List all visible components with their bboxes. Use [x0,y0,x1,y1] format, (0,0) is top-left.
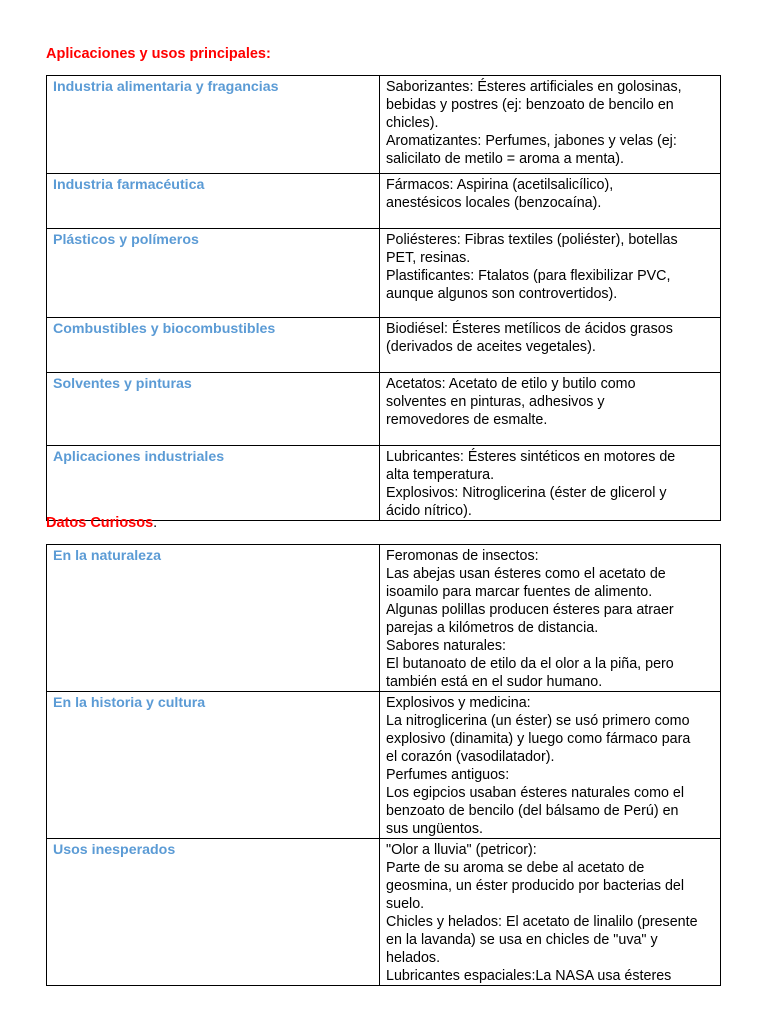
description-line: Lubricantes espaciales:La NASA usa ésteres [386,968,672,984]
table-row [47,373,721,446]
section-title-text: Datos Curiosos [46,515,154,531]
applications-table-body [47,76,721,521]
description-line: Las abejas usan ésteres como el acetato de [386,566,666,582]
description-line: Parte de su aroma se debe al acetato de [386,860,645,876]
description-line: ácido nítrico). [386,503,472,519]
table-row [47,446,721,521]
description-line: removedores de esmalte. [386,412,548,428]
description-line: helados. [386,950,441,966]
table-row [47,839,721,986]
description-line: Aromatizantes: Perfumes, jabones y velas (ej: [386,133,677,149]
description-line: Feromonas de insectos: [386,548,539,564]
applications-table [46,75,721,521]
row-category: Industria alimentaria y fragancias [47,76,380,174]
curious-facts-table-body [47,545,721,986]
row-description [380,545,721,692]
row-category: En la naturaleza [47,545,380,692]
row-description [380,318,721,373]
row-category: Usos inesperados [47,839,380,986]
table-row [47,76,721,174]
description-line: Explosivos: Nitroglicerina (éster de glicerol y [386,485,667,501]
description-line: Perfumes antiguos: [386,767,510,783]
row-description [380,839,721,986]
description-line: Sabores naturales: [386,638,507,654]
description-line: parejas a kilómetros de distancia. [386,620,599,636]
description-line: Chicles y helados: El acetato de linalilo (presente [386,914,698,930]
row-category: En la historia y cultura [47,692,380,839]
table-row [47,229,721,318]
description-line: "Olor a lluvia" (petricor): [386,842,537,858]
section-title-text: Aplicaciones y usos principales: [46,46,271,62]
row-category: Industria farmacéutica [47,174,380,229]
row-description [380,446,721,521]
description-line: Poliésteres: Fibras textiles (poliéster), botellas [386,232,678,248]
description-line: Acetatos: Acetato de etilo y butilo como [386,376,636,392]
table-row [47,545,721,692]
description-line: anestésicos locales (benzocaína). [386,195,602,211]
section-title-aplicaciones [46,45,271,63]
row-description [380,373,721,446]
row-description [380,229,721,318]
section-title-suffix: . [153,515,158,531]
section-title-datos-curiosos [46,514,157,532]
description-line: (derivados de aceites vegetales). [386,339,596,355]
description-line: isoamilo para marcar fuentes de alimento. [386,584,653,600]
description-line: Biodiésel: Ésteres metílicos de ácidos grasos [386,321,673,337]
description-line: suelo. [386,896,425,912]
description-line: explosivo (dinamita) y luego como fármaco para [386,731,691,747]
description-line: Explosivos y medicina: [386,695,531,711]
description-line: también está en el sudor humano. [386,674,603,690]
description-line: El butanoato de etilo da el olor a la piña, pero [386,656,674,672]
curious-facts-table [46,544,721,986]
description-line: bebidas y postres (ej: benzoato de bencilo en [386,97,674,113]
description-line: Fármacos: Aspirina (acetilsalicílico), [386,177,614,193]
row-description [380,692,721,839]
row-category: Solventes y pinturas [47,373,380,446]
table-row [47,692,721,839]
description-line: el corazón (vasodilatador). [386,749,555,765]
table-row [47,174,721,229]
description-line: PET, resinas. [386,250,471,266]
description-line: Saborizantes: Ésteres artificiales en golosinas, [386,79,682,95]
description-line: La nitroglicerina (un éster) se usó primero como [386,713,690,729]
description-line: aunque algunos son controvertidos). [386,286,618,302]
description-line: geosmina, un éster producido por bacterias del [386,878,685,894]
row-category: Combustibles y biocombustibles [47,318,380,373]
description-line: benzoato de bencilo (del bálsamo de Perú) en [386,803,679,819]
description-line: en la lavanda) se usa en chicles de "uva" y [386,932,658,948]
row-description [380,174,721,229]
table-row [47,318,721,373]
row-description [380,76,721,174]
description-line: salicilato de metilo = aroma a menta). [386,151,624,167]
description-line: Algunas polillas producen ésteres para atraer [386,602,674,618]
description-line: Lubricantes: Ésteres sintéticos en motores de [386,449,676,465]
description-line: Los egipcios usaban ésteres naturales como el [386,785,685,801]
description-line: chicles). [386,115,439,131]
description-line: sus ungüentos. [386,821,483,837]
description-line: alta temperatura. [386,467,495,483]
description-line: Plastificantes: Ftalatos (para flexibilizar PVC, [386,268,671,284]
row-category: Aplicaciones industriales [47,446,380,521]
description-line: solventes en pinturas, adhesivos y [386,394,605,410]
row-category: Plásticos y polímeros [47,229,380,318]
